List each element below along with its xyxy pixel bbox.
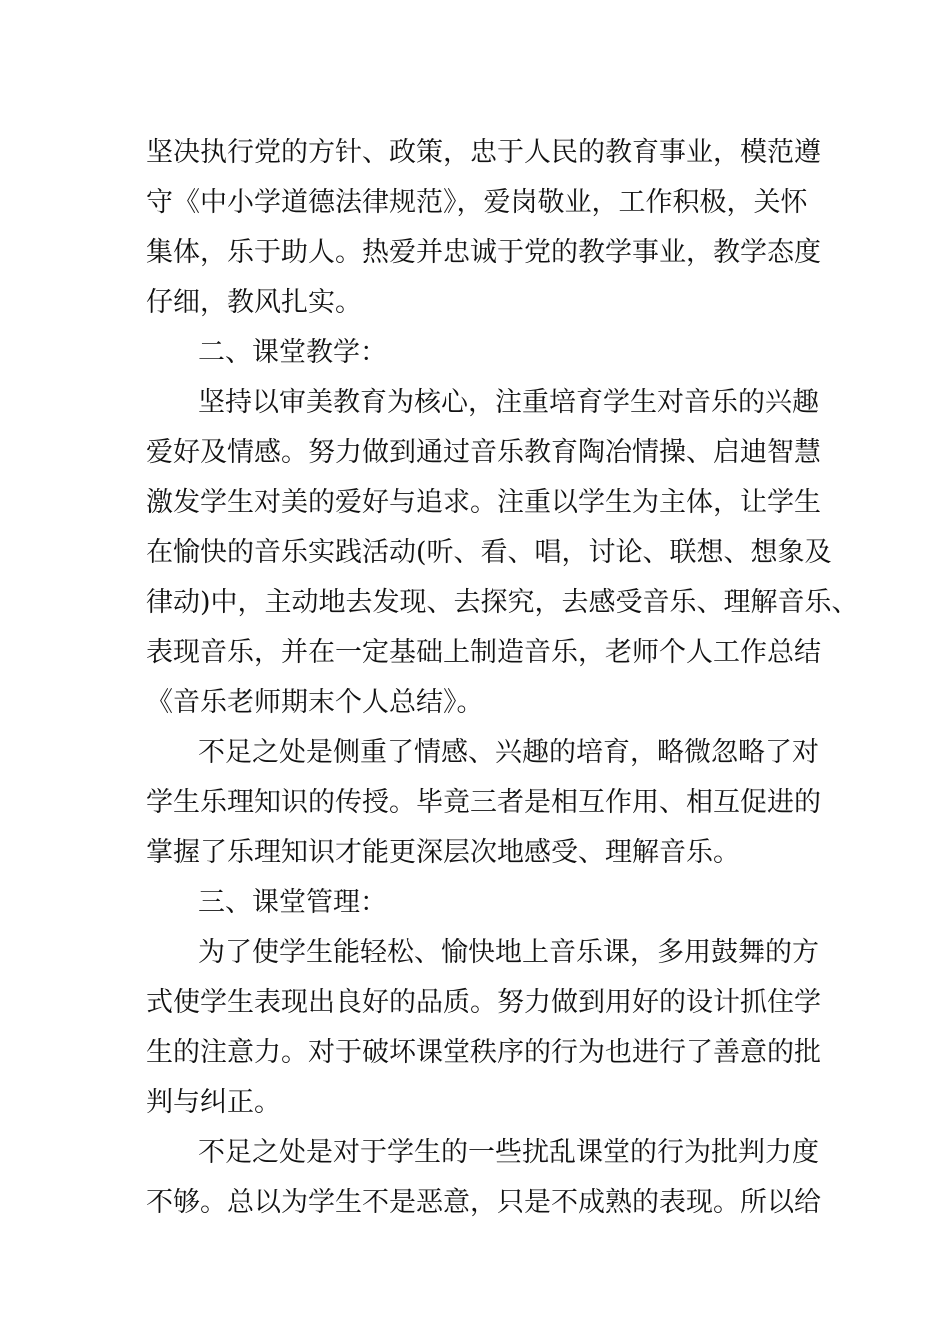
text-line: 在愉快的音乐实践活动(听、看、唱，讨论、联想、想象及 xyxy=(146,537,832,568)
section-heading: 三、课堂管理： xyxy=(198,887,387,918)
document-body xyxy=(146,128,859,1228)
text-line: 坚持以审美教育为核心，注重培育学生对音乐的兴趣 xyxy=(198,387,819,418)
text-line: 表现音乐，并在一定基础上制造音乐，老师个人工作总结 xyxy=(146,637,821,668)
text-line: 判与纠正。 xyxy=(146,1087,281,1118)
text-line: 生的注意力。对于破坏课堂秩序的行为也进行了善意的批 xyxy=(146,1037,821,1068)
text-line: 仔细，教风扎实。 xyxy=(146,287,362,318)
text-line: 不足之处是侧重了情感、兴趣的培育，略微忽略了对 xyxy=(198,737,819,768)
text-line: 爱好及情感。努力做到通过音乐教育陶冶情操、启迪智慧 xyxy=(146,437,821,468)
text-line: 不够。总以为学生不是恶意，只是不成熟的表现。所以给 xyxy=(146,1187,821,1218)
text-line: 守《中小学道德法律规范》，爱岗敬业，工作积极，关怀 xyxy=(146,187,808,218)
text-line: 集体，乐于助人。热爱并忠诚于党的教学事业，教学态度 xyxy=(146,237,821,268)
text-line: 不足之处是对于学生的一些扰乱课堂的行为批判力度 xyxy=(198,1137,819,1168)
text-line: 坚决执行党的方针、政策，忠于人民的教育事业，模范遵 xyxy=(146,137,821,168)
text-line: 《音乐老师期末个人总结》。 xyxy=(146,687,484,718)
section-heading: 二、课堂教学： xyxy=(198,337,387,368)
text-line: 掌握了乐理知识才能更深层次地感受、理解音乐。 xyxy=(146,837,740,868)
text-line: 律动)中，主动地去发现、去探究，去感受音乐、理解音乐、 xyxy=(146,587,859,618)
text-line: 激发学生对美的爱好与追求。注重以学生为主体，让学生 xyxy=(146,487,821,518)
text-line: 学生乐理知识的传授。毕竟三者是相互作用、相互促进的 xyxy=(146,787,821,818)
text-line: 式使学生表现出良好的品质。努力做到用好的设计抓住学 xyxy=(146,987,821,1018)
text-line: 为了使学生能轻松、愉快地上音乐课，多用鼓舞的方 xyxy=(198,937,819,968)
